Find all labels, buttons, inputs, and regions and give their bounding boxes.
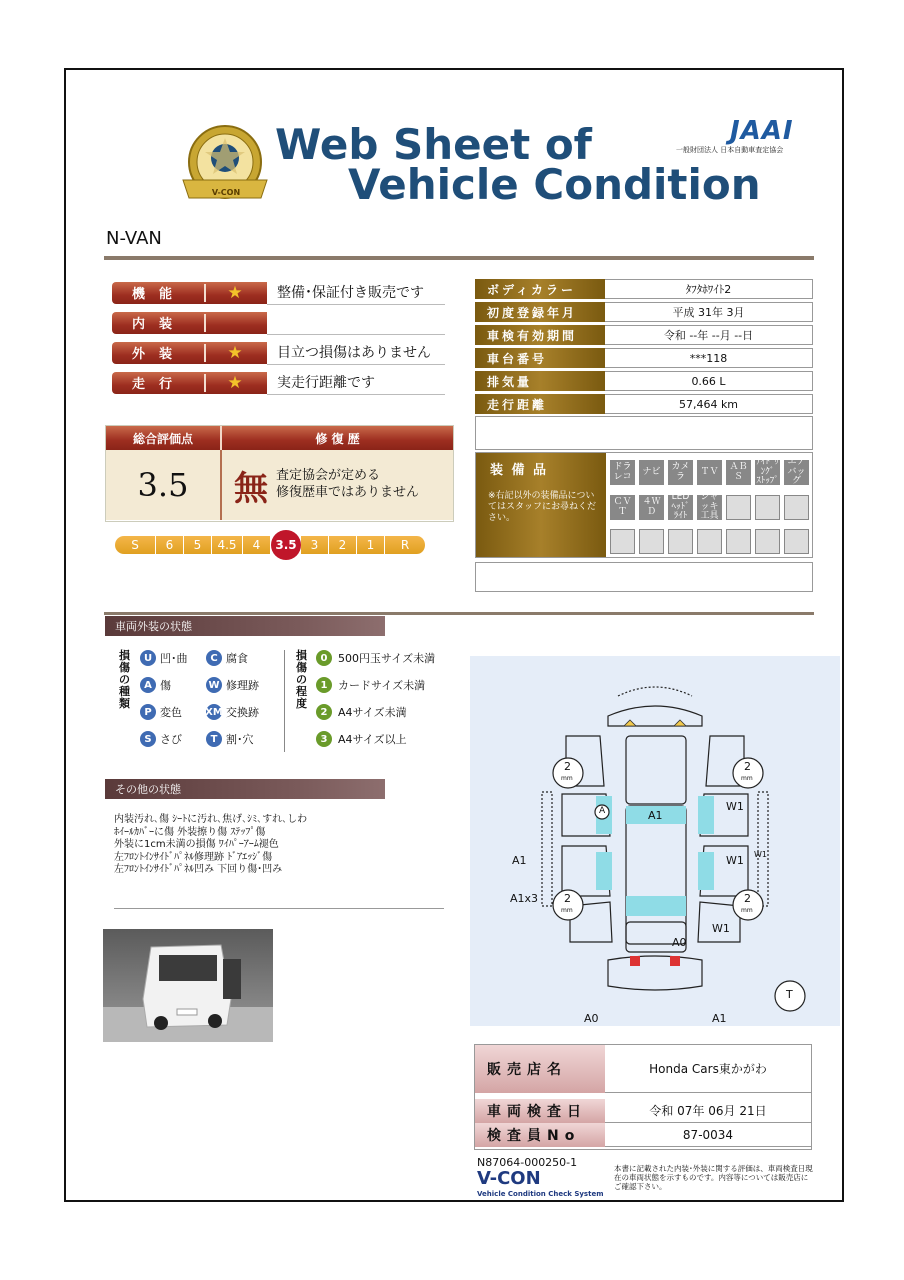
equipment-empty-slot [726,529,751,554]
inspection-date-value: 令和 07年 06月 21日 [605,1099,811,1123]
damage-level-label: 損傷の程度 [296,649,307,710]
diagram-damage-level-fl: 2 [564,760,571,773]
equipment-empty-slot [784,529,809,554]
damage-level-code: 1 [316,677,332,693]
serial-number: N87064-000250-1 [477,1156,578,1169]
diagram-mm-rr: mm [741,907,753,914]
inspection-date-label: 車両検査日 [475,1099,605,1123]
damage-level-text: A4サイズ以上 [338,733,407,746]
equipment-tag: ４ＷＤ [639,495,664,520]
diagram-label-a1-left: A1 [512,854,527,867]
rating-option: 3 [301,536,329,554]
score-box [105,425,454,522]
grade-row [112,310,445,335]
rating-option: 4 [243,536,271,554]
equipment-tag: エア バッグ [784,460,809,485]
vehicle-photo [103,929,273,1042]
rating-option: 5 [184,536,212,554]
damage-diagram [470,656,840,1026]
damage-type-item [140,650,188,666]
diagram-label-w1-b: W1 [726,854,744,867]
spec-label: 排気量 [475,371,605,391]
other-condition-line: 左ﾌﾛﾝﾄｲﾝｻｲﾄﾞﾊﾟﾈﾙ凹み 下回り傷･凹み [114,864,283,875]
grade-text: 実走行距離です [267,370,445,395]
damage-type-code: P [140,704,156,720]
damage-level-text: A4サイズ未満 [338,706,407,719]
diagram-label-w1-d: W1 [712,922,730,935]
grade-text: 整備･保証付き販売です [267,280,445,305]
vcon-badge-text: V-CON [211,188,241,197]
shop-value: Honda Cars東かがわ [605,1045,811,1093]
diagram-label-w1-c: W1 [754,850,767,859]
diagram-mm-fr: mm [741,775,753,782]
grade-label-separator [204,284,206,302]
damage-level-code: 3 [316,731,332,747]
equipment-tag: ｱｲﾄﾞﾘ ﾝｸﾞ ｽﾄｯﾌﾟ [756,457,779,487]
equipment-tag: ドラ レコ [610,460,635,485]
other-section-header: その他の状態 [105,779,455,799]
exterior-section-header: 車両外装の状態 [105,616,455,636]
grade-label: 機能 ★ [112,282,267,304]
spec-row [475,279,813,299]
equipment-tag: ジャッキ 工具 [697,495,722,520]
equipment-row-2 [610,492,809,522]
damage-type-text: 割･穴 [226,733,254,746]
damage-level-item [316,677,425,693]
other-condition-text [114,814,307,877]
rating-option: 2 [329,536,357,554]
score-value: 3.5 [106,450,222,520]
damage-type-text: 腐食 [226,652,248,665]
damage-level-text: カードサイズ未満 [338,679,426,692]
damage-type-code: U [140,650,156,666]
damage-type-item [140,704,182,720]
equipment-box [475,452,813,558]
grade-label: 内装 [112,312,267,334]
equipment-tag: ＴＶ [697,460,722,485]
other-condition-line: 外装に1cm未満の損傷 ﾜｲﾊﾟｰｱｰﾑ褪色 [114,839,279,850]
jaai-logo: JAAI [730,116,794,146]
page-title-line2: Vehicle Condition [348,160,761,209]
equipment-tag [784,495,809,520]
grade-text: 目立つ損傷はありません [267,340,445,365]
equipment-label: 装 備 品 [490,463,549,478]
damage-type-code: XM [206,704,222,720]
diagram-a-marker: A [599,806,606,816]
other-condition-line: 左ﾌﾛﾝﾄｲﾝｻｲﾄﾞﾊﾟﾈﾙ修理跡 ﾄﾞｱｴｯｼﾞ傷 [114,851,273,863]
grade-row [112,370,445,395]
damage-type-code: A [140,677,156,693]
equipment-tag [726,495,751,520]
spec-row [475,394,813,414]
repair-text-2: 修復歴車ではありません [276,485,420,500]
equipment-tag: ナビ [639,460,664,485]
damage-level-item [316,731,407,747]
rating-scale [115,536,445,554]
grade-label: 外装 ★ [112,342,267,364]
inspector-value: 87-0034 [605,1123,811,1147]
spec-label: 車台番号 [475,348,605,368]
score-header-repair: 修 復 歴 [315,431,360,446]
damage-type-text: さび [160,733,182,746]
damage-type-item [140,677,171,693]
damage-type-code: S [140,731,156,747]
diagram-mm-fl: mm [561,775,573,782]
grade-list [112,280,445,400]
rating-option: R [385,536,426,554]
equipment-empty-slot [668,529,693,554]
diagram-mm-rl: mm [561,907,573,914]
equipment-empty-slot [755,529,780,554]
damage-type-text: 修理跡 [226,679,259,692]
spec-value: ***118 [605,348,813,368]
diagram-label-w1-a: W1 [726,800,744,813]
damage-type-text: 変色 [160,706,182,719]
spec-value: 0.66 L [605,371,813,391]
vcon-footer-sub: Vehicle Condition Check System [477,1190,604,1198]
damage-level-code: 2 [316,704,332,720]
other-section-rule [114,908,444,909]
spec-table [475,279,813,417]
damage-type-label: 損傷の種類 [119,649,130,710]
spec-label: ボディカラー [475,279,605,299]
equipment-row-3 [610,529,809,554]
legend-divider [284,650,285,752]
equipment-tag: ＡＢＳ [726,460,751,485]
equipment-blank-box [475,562,813,592]
equipment-row-1 [610,457,809,487]
diagram-damage-level-rr: 2 [744,892,751,905]
spec-value: ﾀﾌﾀﾎﾜｲﾄ2 [605,279,813,299]
car-outline-diagram [470,656,840,1026]
shop-table [474,1044,812,1150]
grade-row [112,340,445,365]
spec-row [475,371,813,391]
page-title-line1: Web Sheet of [275,120,592,169]
section-divider [104,612,814,615]
damage-type-item [206,731,254,747]
rating-option: 4.5 [212,536,243,554]
score-header-total: 総合評価点 [106,426,222,450]
spec-value: 57,464 km [605,394,813,414]
equipment-empty-slot [639,529,664,554]
equipment-empty-slot [697,529,722,554]
grade-label-separator [204,374,206,392]
diagram-label-a1x3: A1x3 [510,892,539,905]
rating-option: S [115,536,156,554]
damage-level-code: 0 [316,650,332,666]
equipment-empty-slot [610,529,635,554]
diagram-label-a0-bottom: A0 [584,1012,599,1025]
damage-type-code: T [206,731,222,747]
grade-label: 走行 ★ [112,372,267,394]
grade-star-icon: ★ [227,282,243,303]
spec-label: 走行距離 [475,394,605,414]
rating-option: 1 [357,536,385,554]
damage-level-item [316,704,407,720]
damage-type-item [206,650,248,666]
diagram-t-marker: T [786,988,793,1001]
spec-label: 初度登録年月 [475,302,605,322]
spec-row [475,348,813,368]
diagram-label-a1-bottom: A1 [712,1012,727,1025]
damage-type-item [206,677,259,693]
footer-disclaimer: 本書に記載された内装･外装に関する評価は、車両検査日現在の車両状態を示すものです。内容等については販売店にご確認下さい。 [614,1164,813,1191]
diagram-damage-level-rl: 2 [564,892,571,905]
damage-type-code: W [206,677,222,693]
repair-text-1: 査定協会が定める [276,468,381,484]
damage-type-text: 傷 [160,679,171,692]
rating-selected: 3.5 [271,530,301,560]
spec-blank-box [475,416,813,450]
equipment-tag: カメラ [668,460,693,485]
header-divider [104,256,814,260]
inspector-label: 検査員No [475,1123,605,1147]
rating-option: 6 [156,536,184,554]
equipment-tag: ＣＶＴ [610,495,635,520]
diagram-label-a1-top: A1 [648,809,663,822]
grade-star-icon: ★ [227,342,243,363]
equipment-note: ※右記以外の装備品についてはスタッフにお尋ねください。 [488,491,597,523]
damage-level-item [316,650,435,666]
spec-row [475,302,813,322]
diagram-damage-level-fr: 2 [744,760,751,773]
spec-value: 令和 --年 --月 --日 [605,325,813,345]
damage-type-text: 凹･曲 [160,652,188,665]
grade-text [267,310,445,335]
damage-type-text: 交換跡 [226,706,259,719]
model-name: N-VAN [106,228,162,249]
equipment-tag [755,495,780,520]
other-condition-line: ﾎｲｰﾙｶﾊﾞｰに傷 外装擦り傷 ｽﾃｯﾌﾟ傷 [114,826,266,838]
grade-row [112,280,445,305]
jaai-org-name: 一般財団法人 日本自動車査定協会 [676,146,784,154]
shop-label: 販売店名 [475,1045,605,1093]
spec-label: 車検有効期間 [475,325,605,345]
damage-type-code: C [206,650,222,666]
grade-label-separator [204,314,206,332]
diagram-label-a0-mid: A0 [672,936,687,949]
grade-star-icon [224,312,246,334]
vcon-footer-logo: V-CON [477,1168,541,1189]
other-condition-line: 内装汚れ､傷 ｼｰﾄに汚れ､焦げ､ｼﾐ､すれ､しわ [114,814,308,825]
equipment-tag: LED ﾍｯﾄﾞ ﾗｲﾄ [668,495,693,520]
damage-type-item [140,731,182,747]
spec-row [475,325,813,345]
damage-type-item [206,704,259,720]
repair-mark: 無 [234,468,268,509]
damage-level-text: 500円玉サイズ未満 [338,652,436,665]
grade-label-separator [204,344,206,362]
grade-star-icon: ★ [227,372,243,393]
spec-value: 平成 31年 3月 [605,302,813,322]
